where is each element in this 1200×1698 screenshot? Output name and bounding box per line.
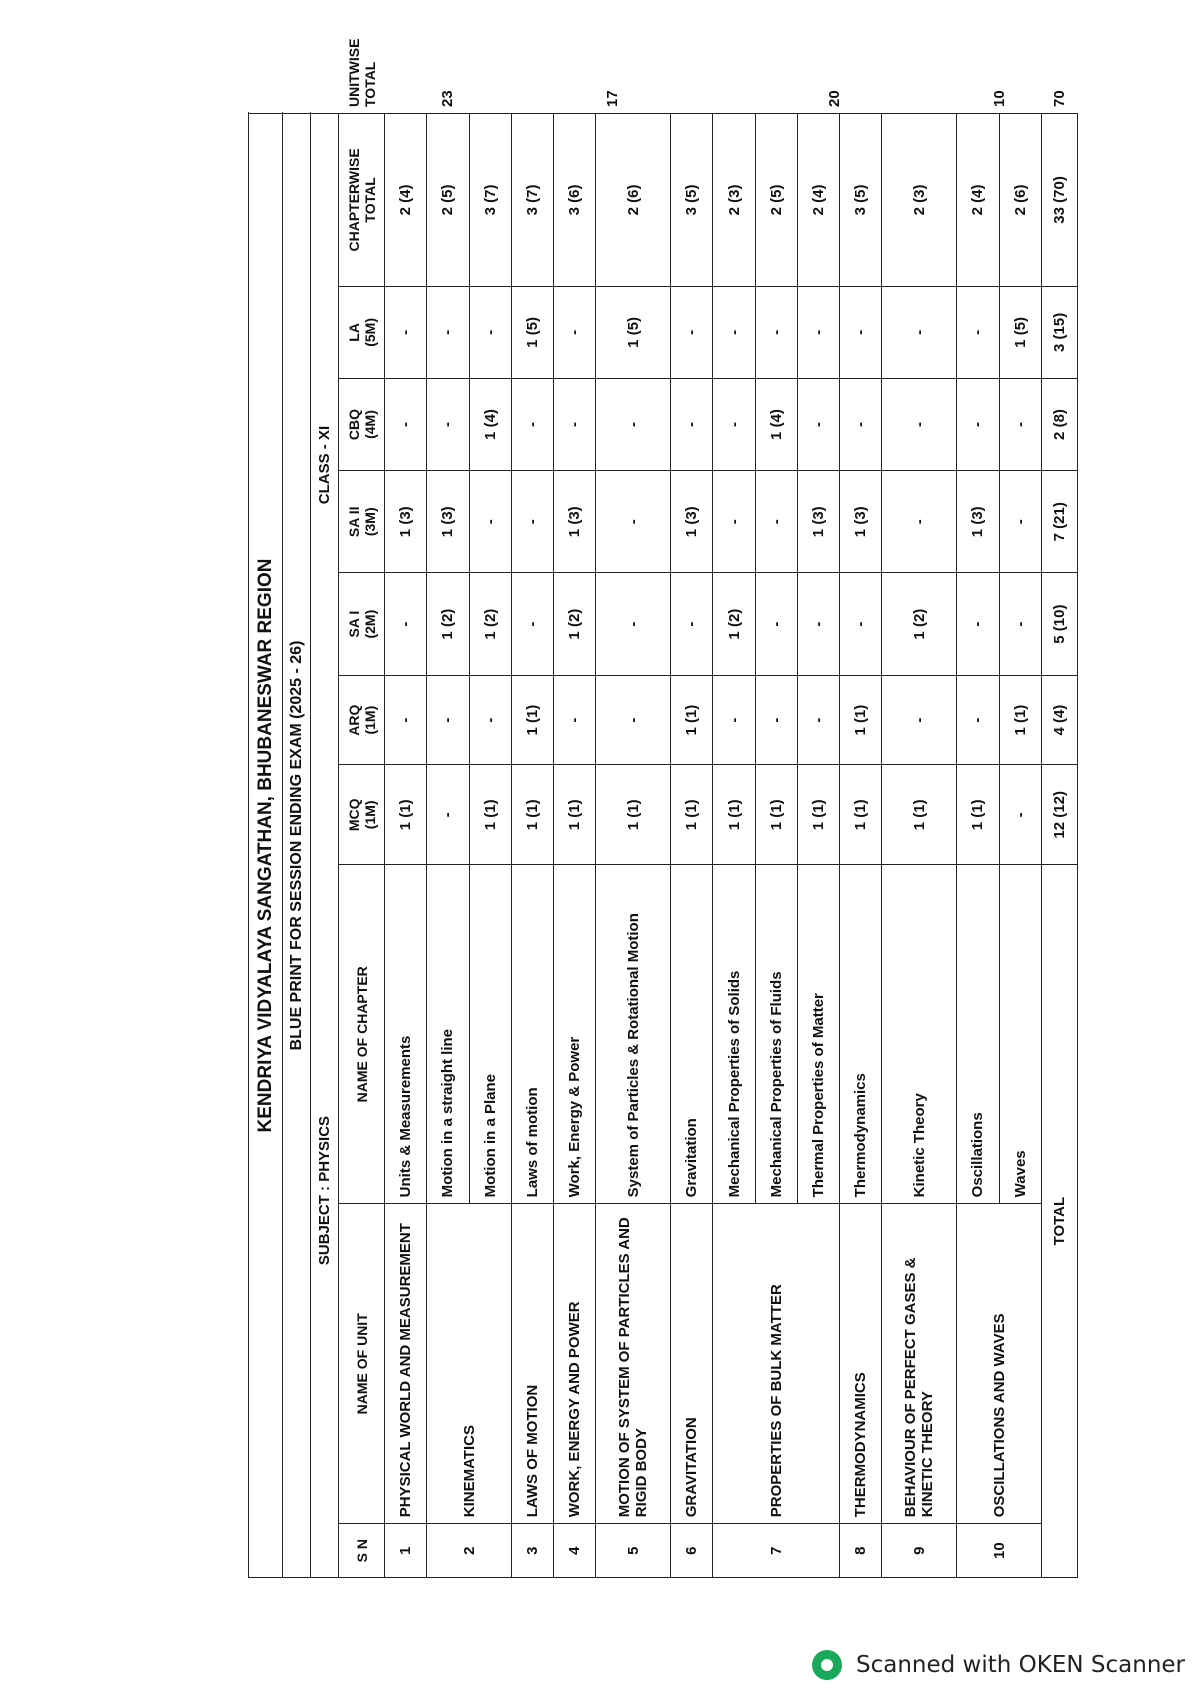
mcq-cell: 1 (1) bbox=[596, 765, 671, 865]
la-cell: - bbox=[671, 286, 713, 378]
total-sa1: 5 (10) bbox=[1042, 573, 1078, 675]
cbq-cell: 1 (4) bbox=[755, 378, 797, 470]
unit-sn: 9 bbox=[882, 1524, 957, 1578]
unit-name: LAWS OF MOTION bbox=[511, 1204, 553, 1524]
total-sa2: 7 (21) bbox=[1042, 471, 1078, 573]
mcq-cell: 1 (1) bbox=[713, 765, 755, 865]
sa1-cell: 1 (2) bbox=[427, 573, 469, 675]
cbq-cell: - bbox=[882, 378, 957, 470]
cbq-cell: 1 (4) bbox=[469, 378, 511, 470]
chapterwise-total-cell: 3 (5) bbox=[671, 114, 713, 287]
chapter-name: Mechanical Properties of Fluids bbox=[755, 865, 797, 1204]
class-label: CLASS - XI bbox=[316, 425, 333, 505]
chapterwise-total-cell: 2 (6) bbox=[999, 114, 1041, 287]
sa1-cell: - bbox=[999, 573, 1041, 675]
total-la: 3 (15) bbox=[1042, 286, 1078, 378]
mcq-cell: 1 (1) bbox=[385, 765, 427, 865]
chapterwise-total-cell: 3 (7) bbox=[469, 114, 511, 287]
unit-name: KINEMATICS bbox=[427, 1204, 512, 1524]
sa1-cell: 1 (2) bbox=[469, 573, 511, 675]
sa2-cell: 1 (3) bbox=[671, 471, 713, 573]
exam-title: KENDRIYA VIDYALAYA SANGATHAN, BHUBANESWAR REGION bbox=[249, 114, 283, 1578]
la-cell: - bbox=[469, 286, 511, 378]
la-cell: - bbox=[427, 286, 469, 378]
cbq-cell: - bbox=[999, 378, 1041, 470]
la-cell: 1 (5) bbox=[511, 286, 553, 378]
mcq-cell: 1 (1) bbox=[882, 765, 957, 865]
chapter-name: Waves bbox=[999, 865, 1041, 1204]
sa1-cell: - bbox=[385, 573, 427, 675]
scanner-logo-icon bbox=[812, 1650, 842, 1680]
la-cell: 1 (5) bbox=[596, 286, 671, 378]
sa2-cell: - bbox=[713, 471, 755, 573]
la-cell: - bbox=[713, 286, 755, 378]
sa2-cell: - bbox=[469, 471, 511, 573]
table-row: 1 PHYSICAL WORLD AND MEASUREMENT Units & Measurements 1 (1) - - 1 (3) - - 2 (4) 23 bbox=[385, 114, 427, 1578]
col-mcq: MCQ (1M) bbox=[339, 765, 385, 865]
cbq-cell: - bbox=[596, 378, 671, 470]
mcq-cell: 1 (1) bbox=[511, 765, 553, 865]
mcq-cell: 1 (1) bbox=[840, 765, 882, 865]
unit-name: GRAVITATION bbox=[671, 1204, 713, 1524]
la-cell: - bbox=[755, 286, 797, 378]
sa2-cell: 1 (3) bbox=[840, 471, 882, 573]
la-cell: - bbox=[957, 286, 999, 378]
sa1-cell: - bbox=[797, 573, 839, 675]
sa1-cell: - bbox=[596, 573, 671, 675]
mcq-cell: 1 (1) bbox=[469, 765, 511, 865]
unit-sn: 8 bbox=[840, 1524, 882, 1578]
arq-cell: - bbox=[596, 675, 671, 765]
sa2-cell: 1 (3) bbox=[385, 471, 427, 573]
cbq-cell: - bbox=[427, 378, 469, 470]
cbq-cell: - bbox=[554, 378, 596, 470]
sa1-cell: - bbox=[840, 573, 882, 675]
la-cell: - bbox=[882, 286, 957, 378]
mcq-cell: 1 (1) bbox=[671, 765, 713, 865]
arq-cell: 1 (1) bbox=[511, 675, 553, 765]
exam-subtitle: BLUE PRINT FOR SESSION ENDING EXAM (2025 - 26) bbox=[283, 114, 311, 1578]
mcq-cell: 1 (1) bbox=[755, 765, 797, 865]
la-cell: - bbox=[385, 286, 427, 378]
sa1-cell: 1 (2) bbox=[713, 573, 755, 675]
chapterwise-total-cell: 2 (5) bbox=[427, 114, 469, 287]
unit-name: BEHAVIOUR OF PERFECT GASES & KINETIC THEORY bbox=[882, 1204, 957, 1524]
total-row: TOTAL 12 (12) 4 (4) 5 (10) 7 (21) 2 (8) 3 (15) 33 (70) 70 bbox=[1042, 114, 1078, 1578]
sa1-cell: - bbox=[957, 573, 999, 675]
unit-name: MOTION OF SYSTEM OF PARTICLES AND RIGID BODY bbox=[596, 1204, 671, 1524]
scanner-text: Scanned with OKEN Scanner bbox=[856, 1652, 1185, 1678]
la-cell: - bbox=[840, 286, 882, 378]
sa2-cell: 1 (3) bbox=[797, 471, 839, 573]
arq-cell: 1 (1) bbox=[840, 675, 882, 765]
sa2-cell: 1 (3) bbox=[427, 471, 469, 573]
cbq-cell: - bbox=[840, 378, 882, 470]
chapterwise-total-cell: 2 (3) bbox=[713, 114, 755, 287]
col-sn: S N bbox=[339, 1524, 385, 1578]
chapterwise-total-cell: 3 (6) bbox=[554, 114, 596, 287]
column-header-row: S N NAME OF UNIT NAME OF CHAPTER MCQ (1M) ARQ (1M) SA I (2M) SA II (3M) CBQ (4M) LA (5M) CHAPTERWISE TOTAL UNITWISE TOTAL bbox=[339, 114, 385, 1578]
unit-sn: 4 bbox=[554, 1524, 596, 1578]
unit-sn: 6 bbox=[671, 1524, 713, 1578]
arq-cell: - bbox=[713, 675, 755, 765]
arq-cell: - bbox=[427, 675, 469, 765]
la-cell: - bbox=[554, 286, 596, 378]
chapter-name: Gravitation bbox=[671, 865, 713, 1204]
table-row bbox=[671, 114, 713, 1578]
chapter-name: System of Particles & Rotational Motion bbox=[596, 865, 671, 1204]
table-row bbox=[596, 114, 671, 1578]
table-row bbox=[427, 114, 469, 1578]
arq-cell: - bbox=[882, 675, 957, 765]
chapterwise-total-cell: 2 (3) bbox=[882, 114, 957, 287]
arq-cell: 1 (1) bbox=[999, 675, 1041, 765]
blueprint-table bbox=[248, 38, 1078, 1578]
cbq-cell: - bbox=[671, 378, 713, 470]
unit-name: PROPERTIES OF BULK MATTER bbox=[713, 1204, 840, 1524]
chapterwise-total-cell: 3 (5) bbox=[840, 114, 882, 287]
mcq-cell: 1 (1) bbox=[957, 765, 999, 865]
cbq-cell: - bbox=[957, 378, 999, 470]
chapter-name: Laws of motion bbox=[511, 865, 553, 1204]
sa2-cell: 1 (3) bbox=[554, 471, 596, 573]
col-sa2: SA II (3M) bbox=[339, 471, 385, 573]
chapterwise-total-cell: 2 (6) bbox=[596, 114, 671, 287]
mcq-cell: - bbox=[427, 765, 469, 865]
sa1-cell: 1 (2) bbox=[554, 573, 596, 675]
unit-sn: 7 bbox=[713, 1524, 840, 1578]
table-row bbox=[840, 114, 882, 1578]
table-row: 7 PROPERTIES OF BULK MATTER Mechanical Properties of Solids 1 (1) - 1 (2) - - - 2 (3) 20 bbox=[713, 114, 755, 1578]
arq-cell: - bbox=[755, 675, 797, 765]
unit-name: OSCILLATIONS AND WAVES bbox=[957, 1204, 1042, 1524]
chapter-name: Thermal Properties of Matter bbox=[797, 865, 839, 1204]
total-cbq: 2 (8) bbox=[1042, 378, 1078, 470]
unit-name: WORK, ENERGY AND POWER bbox=[554, 1204, 596, 1524]
sa2-cell: 1 (3) bbox=[957, 471, 999, 573]
table-row bbox=[882, 114, 957, 1578]
col-chapter: NAME OF CHAPTER bbox=[339, 865, 385, 1204]
cbq-cell: - bbox=[385, 378, 427, 470]
mcq-cell: 1 (1) bbox=[797, 765, 839, 865]
sa1-cell: - bbox=[755, 573, 797, 675]
mcq-cell: 1 (1) bbox=[554, 765, 596, 865]
col-cbq: CBQ (4M) bbox=[339, 378, 385, 470]
chapter-name: Mechanical Properties of Solids bbox=[713, 865, 755, 1204]
col-la: LA (5M) bbox=[339, 286, 385, 378]
chapter-name: Oscillations bbox=[957, 865, 999, 1204]
chapter-name: Work, Energy & Power bbox=[554, 865, 596, 1204]
sa1-cell: 1 (2) bbox=[882, 573, 957, 675]
table-row bbox=[554, 114, 596, 1578]
sa2-cell: - bbox=[596, 471, 671, 573]
chapterwise-total-cell: 2 (4) bbox=[385, 114, 427, 287]
chapter-name: Motion in a straight line bbox=[427, 865, 469, 1204]
sa2-cell: - bbox=[511, 471, 553, 573]
arq-cell: - bbox=[554, 675, 596, 765]
cbq-cell: - bbox=[797, 378, 839, 470]
chapter-name: Units & Measurements bbox=[385, 865, 427, 1204]
subject-label: SUBJECT : PHYSICS bbox=[316, 1115, 333, 1266]
sa2-cell: - bbox=[755, 471, 797, 573]
unit-sn: 1 bbox=[385, 1524, 427, 1578]
sa1-cell: - bbox=[671, 573, 713, 675]
cbq-cell: - bbox=[713, 378, 755, 470]
arq-cell: - bbox=[957, 675, 999, 765]
unit-name: THERMODYNAMICS bbox=[840, 1204, 882, 1524]
unit-sn: 2 bbox=[427, 1524, 512, 1578]
col-sa1: SA I (2M) bbox=[339, 573, 385, 675]
col-unit: NAME OF UNIT bbox=[339, 1204, 385, 1524]
blueprint-page bbox=[248, 38, 1078, 1578]
sa2-cell: - bbox=[882, 471, 957, 573]
chapter-name: Thermodynamics bbox=[840, 865, 882, 1204]
chapterwise-total-cell: 2 (5) bbox=[755, 114, 797, 287]
mcq-cell: - bbox=[999, 765, 1041, 865]
unit-name: PHYSICAL WORLD AND MEASUREMENT bbox=[385, 1204, 427, 1524]
sa2-cell: - bbox=[999, 471, 1041, 573]
chapter-name: Motion in a Plane bbox=[469, 865, 511, 1204]
total-mcq: 12 (12) bbox=[1042, 765, 1078, 865]
table-row: 10 OSCILLATIONS AND WAVES Oscillations 1 (1) - - 1 (3) - - 2 (4) 10 bbox=[957, 114, 999, 1578]
arq-cell: - bbox=[385, 675, 427, 765]
col-chapterwise-total: CHAPTERWISE TOTAL bbox=[339, 114, 385, 287]
arq-cell: - bbox=[797, 675, 839, 765]
total-label: TOTAL bbox=[1042, 865, 1078, 1578]
chapterwise-total-cell: 3 (7) bbox=[511, 114, 553, 287]
cbq-cell: - bbox=[511, 378, 553, 470]
unit-sn: 3 bbox=[511, 1524, 553, 1578]
table-row: 3 LAWS OF MOTION Laws of motion 1 (1) 1 (1) - - - 1 (5) 3 (7) 17 bbox=[511, 114, 553, 1578]
total-arq: 4 (4) bbox=[1042, 675, 1078, 765]
chapter-name: Kinetic Theory bbox=[882, 865, 957, 1204]
la-cell: - bbox=[797, 286, 839, 378]
scanner-watermark bbox=[812, 1650, 1185, 1680]
sa1-cell: - bbox=[511, 573, 553, 675]
unit-sn: 5 bbox=[596, 1524, 671, 1578]
chapterwise-total-cell: 2 (4) bbox=[797, 114, 839, 287]
subject-class-row bbox=[311, 114, 339, 1578]
arq-cell: - bbox=[469, 675, 511, 765]
arq-cell: 1 (1) bbox=[671, 675, 713, 765]
la-cell: 1 (5) bbox=[999, 286, 1041, 378]
unit-sn: 10 bbox=[957, 1524, 1042, 1578]
total-chapterwise: 33 (70) bbox=[1042, 114, 1078, 287]
chapterwise-total-cell: 2 (4) bbox=[957, 114, 999, 287]
col-arq: ARQ (1M) bbox=[339, 675, 385, 765]
